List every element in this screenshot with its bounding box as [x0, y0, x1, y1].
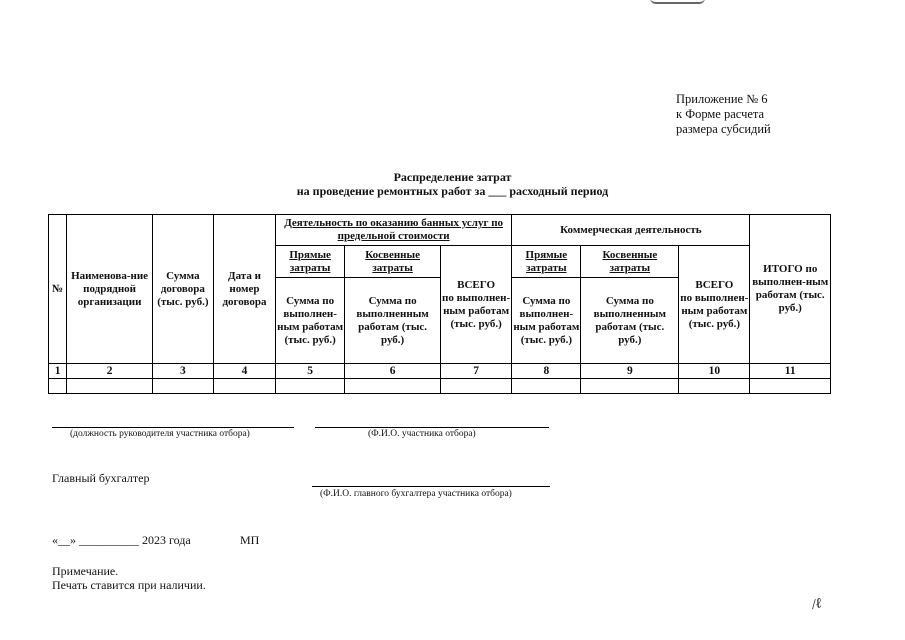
chief-accountant-label: Главный бухгалтер — [52, 471, 150, 485]
head-position-caption: (должность руководителя участника отбора) — [70, 429, 250, 439]
header-contractor: Наименова-ние подрядной организации — [67, 215, 153, 364]
head-position-line[interactable] — [52, 427, 294, 428]
header-total-service — [440, 246, 511, 364]
table-cell[interactable] — [581, 379, 679, 394]
table-cell[interactable] — [440, 379, 511, 394]
column-number: 3 — [152, 364, 213, 379]
column-number: 11 — [750, 364, 831, 379]
column-number: 5 — [276, 364, 345, 379]
header-contract-sum: Сумма договора (тыс. руб.) — [152, 215, 213, 364]
column-number: 6 — [345, 364, 441, 379]
header-indirect-commercial: Косвенные затраты — [581, 246, 679, 278]
stamp-label: МП — [240, 533, 260, 547]
scan-mark — [650, 0, 705, 4]
header-direct-service: Прямые затраты — [276, 246, 345, 278]
header-sum-indirect-commercial: Сумма по выполненным работам (тыс. руб.) — [581, 278, 679, 364]
header-group-commercial: Коммерческая деятельность — [512, 215, 750, 246]
header-sum-indirect-service: Сумма по выполненным работам (тыс. руб.) — [345, 278, 441, 364]
table-cell[interactable] — [345, 379, 441, 394]
table-cell[interactable] — [49, 379, 67, 394]
table-cell[interactable] — [750, 379, 831, 394]
table-cell[interactable] — [213, 379, 275, 394]
empty-data-row — [49, 379, 831, 394]
appendix-header — [676, 92, 771, 137]
column-numbers-row — [49, 364, 831, 379]
column-number: 4 — [213, 364, 275, 379]
column-number: 10 — [679, 364, 750, 379]
total-label: ВСЕГО — [695, 278, 734, 291]
participant-name-caption: (Ф.И.О. участника отбора) — [368, 429, 476, 439]
column-number: 2 — [67, 364, 153, 379]
header-contract-date: Дата и номер договора — [213, 215, 275, 364]
column-number: 8 — [512, 364, 581, 379]
header-sum-direct-service: Сумма по выполнен-ным работам (тыс. руб.) — [276, 278, 345, 364]
header-group-service: Деятельность по оказанию банных услуг по предельной стоимости — [276, 215, 512, 246]
appendix-line-3: размера субсидий — [676, 122, 771, 136]
header-direct-commercial: Прямые затраты — [512, 246, 581, 278]
header-no: № — [49, 215, 67, 364]
cost-distribution-table — [48, 214, 831, 394]
note-label: Примечание. — [52, 564, 119, 578]
table-cell[interactable] — [276, 379, 345, 394]
appendix-line-1: Приложение № 6 — [676, 92, 768, 106]
header-grand-total: ИТОГО по выполнен-ным работам (тыс. руб.) — [750, 215, 831, 364]
header-sum-direct-commercial: Сумма по выполнен-ным работам (тыс. руб.) — [512, 278, 581, 364]
column-number: 9 — [581, 364, 679, 379]
table-cell[interactable] — [152, 379, 213, 394]
table-cell[interactable] — [512, 379, 581, 394]
column-number: 7 — [440, 364, 511, 379]
table-cell[interactable] — [679, 379, 750, 394]
date-line[interactable]: «__» __________ 2023 года — [52, 533, 191, 547]
header-indirect-service: Косвенные затраты — [345, 246, 441, 278]
handwritten-mark: /ℓ — [810, 596, 824, 613]
table-cell[interactable] — [67, 379, 153, 394]
appendix-line-2: к Форме расчета — [676, 107, 765, 121]
document-subtitle: на проведение ремонтных работ за ___ расходный период — [296, 184, 609, 198]
column-number: 1 — [49, 364, 67, 379]
chief-accountant-line[interactable] — [312, 486, 550, 487]
header-total-commercial — [679, 246, 750, 364]
total-desc: по выполнен-ным работам (тыс. руб.) — [680, 291, 749, 330]
participant-name-line[interactable] — [315, 427, 549, 428]
document-title: Распределение затрат — [393, 170, 512, 184]
total-desc: по выполнен-ным работам (тыс. руб.) — [441, 291, 511, 330]
note-text: Печать ставится при наличии. — [52, 578, 206, 592]
chief-accountant-caption: (Ф.И.О. главного бухгалтера участника отбора) — [320, 489, 512, 499]
total-label: ВСЕГО — [457, 278, 496, 291]
